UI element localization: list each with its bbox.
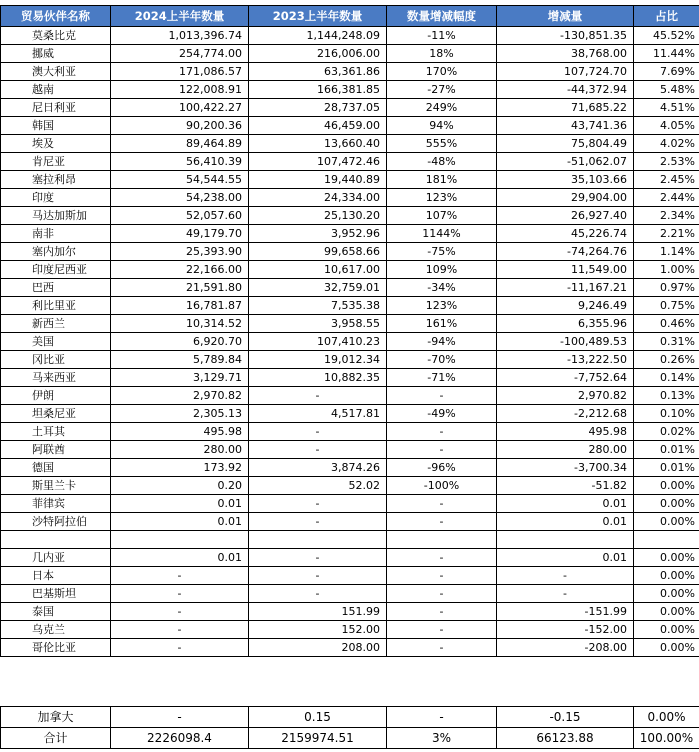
table-row <box>1 225 699 243</box>
change-rate-cell: -48% <box>387 153 497 171</box>
qty-2023-cell: 28,737.05 <box>249 99 387 117</box>
table-row <box>1 63 699 81</box>
share-cell: 7.69% <box>634 63 699 81</box>
change-rate-cell: - <box>387 441 497 459</box>
table-row <box>1 189 699 207</box>
qty-2024-cell: 21,591.80 <box>111 279 249 297</box>
change-amount-cell: -152.00 <box>497 621 634 639</box>
qty-2023-cell: 107,472.46 <box>249 153 387 171</box>
change-rate-cell: - <box>387 585 497 603</box>
partner-name-cell: 泰国 <box>1 603 111 621</box>
qty-2024-cell: 171,086.57 <box>111 63 249 81</box>
qty-2023-cell: 166,381.85 <box>249 81 387 99</box>
qty-2024-cell: - <box>111 567 249 585</box>
share-cell: 0.46% <box>634 315 699 333</box>
qty-2024-cell: - <box>111 603 249 621</box>
partner-name-cell: 冈比亚 <box>1 351 111 369</box>
table-row <box>1 153 699 171</box>
change-rate-cell: 18% <box>387 45 497 63</box>
partner-name-cell: 沙特阿拉伯 <box>1 513 111 531</box>
qty-2024-cell: 54,238.00 <box>111 189 249 207</box>
qty-2023-cell: 3,952.96 <box>249 225 387 243</box>
change-amount-cell: 107,724.70 <box>497 63 634 81</box>
qty-2023-cell: - <box>249 567 387 585</box>
share-cell: 45.52% <box>634 27 699 45</box>
table-row <box>1 477 699 495</box>
qty-2023-cell: 10,617.00 <box>249 261 387 279</box>
partner-name-cell: 塞内加尔 <box>1 243 111 261</box>
partner-name-cell: 加拿大 <box>1 707 111 728</box>
table-row <box>1 171 699 189</box>
partner-name-cell: 马达加斯加 <box>1 207 111 225</box>
share-cell: 0.10% <box>634 405 699 423</box>
change-rate-cell: -27% <box>387 81 497 99</box>
qty-2024-cell: 2,970.82 <box>111 387 249 405</box>
change-rate-cell: - <box>387 639 497 657</box>
change-amount-cell: -74,264.76 <box>497 243 634 261</box>
change-rate-cell: - <box>387 603 497 621</box>
change-amount-cell: 6,355.96 <box>497 315 634 333</box>
partner-name-cell: 伊朗 <box>1 387 111 405</box>
qty-2024-cell: - <box>111 639 249 657</box>
qty-2024-cell: 54,544.55 <box>111 171 249 189</box>
qty-2024-cell: 100,422.27 <box>111 99 249 117</box>
change-amount-cell: -7,752.64 <box>497 369 634 387</box>
qty-2023-cell: 216,006.00 <box>249 45 387 63</box>
table-row <box>1 243 699 261</box>
share-cell: 0.75% <box>634 297 699 315</box>
section-separator <box>1 531 699 549</box>
partner-name-cell: 利比里亚 <box>1 297 111 315</box>
qty-2024-cell: 495.98 <box>111 423 249 441</box>
change-amount-cell: - <box>497 567 634 585</box>
qty-2024-cell: 25,393.90 <box>111 243 249 261</box>
partner-name-cell: 几内亚 <box>1 549 111 567</box>
qty-2023-cell: 107,410.23 <box>249 333 387 351</box>
change-amount-cell: -151.99 <box>497 603 634 621</box>
partner-name-cell: 菲律宾 <box>1 495 111 513</box>
change-rate-cell: - <box>387 513 497 531</box>
share-cell: 1.00% <box>634 261 699 279</box>
header-2023-h1-qty: 2023上半年数量 <box>249 6 387 27</box>
qty-2024-cell: 0.01 <box>111 513 249 531</box>
change-rate-cell: - <box>387 387 497 405</box>
partner-name-cell: 斯里兰卡 <box>1 477 111 495</box>
share-cell: 0.14% <box>634 369 699 387</box>
change-amount-cell: 0.01 <box>497 513 634 531</box>
summary-table <box>0 706 699 749</box>
change-rate-cell: 109% <box>387 261 497 279</box>
share-cell: 0.00% <box>634 549 699 567</box>
qty-2024-cell: 254,774.00 <box>111 45 249 63</box>
change-rate-cell: 181% <box>387 171 497 189</box>
table-row <box>1 297 699 315</box>
table-row <box>1 405 699 423</box>
table-row <box>1 99 699 117</box>
qty-2023-cell: 152.00 <box>249 621 387 639</box>
change-amount-cell: 66123.88 <box>497 728 634 749</box>
qty-2024-cell: 0.01 <box>111 495 249 513</box>
share-cell: 0.00% <box>634 621 699 639</box>
change-amount-cell: -0.15 <box>497 707 634 728</box>
table-row <box>1 639 699 657</box>
qty-2024-cell: 89,464.89 <box>111 135 249 153</box>
share-cell: 0.26% <box>634 351 699 369</box>
qty-2024-cell: 52,057.60 <box>111 207 249 225</box>
change-rate-cell: 3% <box>387 728 497 749</box>
share-cell: 1.14% <box>634 243 699 261</box>
table-row <box>1 27 699 45</box>
share-cell: 0.01% <box>634 459 699 477</box>
partner-name-cell: 韩国 <box>1 117 111 135</box>
qty-2023-cell: 4,517.81 <box>249 405 387 423</box>
qty-2023-cell: 19,440.89 <box>249 171 387 189</box>
partner-name-cell: 印度 <box>1 189 111 207</box>
change-rate-cell: -70% <box>387 351 497 369</box>
header-partner-name: 贸易伙伴名称 <box>1 6 111 27</box>
change-amount-cell: -3,700.34 <box>497 459 634 477</box>
change-amount-cell: -13,222.50 <box>497 351 634 369</box>
change-amount-cell: - <box>497 585 634 603</box>
qty-2023-cell: 10,882.35 <box>249 369 387 387</box>
table-row <box>1 369 699 387</box>
qty-2024-cell: 0.01 <box>111 549 249 567</box>
table-row <box>1 567 699 585</box>
table-row <box>1 495 699 513</box>
table-row <box>1 45 699 63</box>
share-cell: 4.05% <box>634 117 699 135</box>
qty-2024-cell: 6,920.70 <box>111 333 249 351</box>
summary-row <box>1 707 699 728</box>
change-amount-cell: -51,062.07 <box>497 153 634 171</box>
change-rate-cell: 249% <box>387 99 497 117</box>
change-rate-cell: 123% <box>387 189 497 207</box>
qty-2023-cell: 208.00 <box>249 639 387 657</box>
qty-2024-cell: 49,179.70 <box>111 225 249 243</box>
change-amount-cell: -51.82 <box>497 477 634 495</box>
header-qty-change-rate: 数量增减幅度 <box>387 6 497 27</box>
share-cell: 0.97% <box>634 279 699 297</box>
partner-name-cell: 坦桑尼亚 <box>1 405 111 423</box>
qty-2023-cell: 3,958.55 <box>249 315 387 333</box>
change-amount-cell: -100,489.53 <box>497 333 634 351</box>
qty-2023-cell: - <box>249 387 387 405</box>
table-row <box>1 207 699 225</box>
partner-name-cell: 德国 <box>1 459 111 477</box>
qty-2023-cell: 32,759.01 <box>249 279 387 297</box>
change-rate-cell: - <box>387 567 497 585</box>
header-2024-h1-qty: 2024上半年数量 <box>111 6 249 27</box>
change-rate-cell: 107% <box>387 207 497 225</box>
share-cell: 0.00% <box>634 477 699 495</box>
table-row <box>1 585 699 603</box>
trade-partner-table <box>0 5 699 657</box>
change-rate-cell: 1144% <box>387 225 497 243</box>
share-cell: 11.44% <box>634 45 699 63</box>
share-cell: 0.13% <box>634 387 699 405</box>
change-rate-cell: -71% <box>387 369 497 387</box>
table-row <box>1 459 699 477</box>
qty-2023-cell: 13,660.40 <box>249 135 387 153</box>
table-row <box>1 117 699 135</box>
partner-name-cell: 埃及 <box>1 135 111 153</box>
change-rate-cell: -11% <box>387 27 497 45</box>
change-rate-cell: - <box>387 549 497 567</box>
header-share: 占比 <box>634 6 699 27</box>
qty-2023-cell: 2159974.51 <box>249 728 387 749</box>
qty-2023-cell: - <box>249 549 387 567</box>
share-cell: 0.00% <box>634 639 699 657</box>
share-cell: 0.00% <box>634 707 699 728</box>
change-rate-cell: -49% <box>387 405 497 423</box>
partner-name-cell: 土耳其 <box>1 423 111 441</box>
partner-name-cell: 挪威 <box>1 45 111 63</box>
table-row <box>1 135 699 153</box>
change-rate-cell: -34% <box>387 279 497 297</box>
change-rate-cell: 555% <box>387 135 497 153</box>
partner-name-cell: 巴西 <box>1 279 111 297</box>
share-cell: 2.53% <box>634 153 699 171</box>
partner-name-cell: 越南 <box>1 81 111 99</box>
qty-2024-cell: 2226098.4 <box>111 728 249 749</box>
qty-2023-cell: 24,334.00 <box>249 189 387 207</box>
table-row <box>1 441 699 459</box>
partner-name-cell: 印度尼西亚 <box>1 261 111 279</box>
qty-2024-cell: 0.20 <box>111 477 249 495</box>
table-header-row <box>1 6 699 27</box>
change-rate-cell: - <box>387 621 497 639</box>
partner-name-cell: 塞拉利昂 <box>1 171 111 189</box>
qty-2024-cell: - <box>111 707 249 728</box>
qty-2024-cell: 1,013,396.74 <box>111 27 249 45</box>
share-cell: 2.44% <box>634 189 699 207</box>
change-amount-cell: 71,685.22 <box>497 99 634 117</box>
table-row <box>1 603 699 621</box>
share-cell: 0.00% <box>634 585 699 603</box>
change-rate-cell: - <box>387 707 497 728</box>
share-cell: 5.48% <box>634 81 699 99</box>
qty-2024-cell: 22,166.00 <box>111 261 249 279</box>
partner-name-cell: 美国 <box>1 333 111 351</box>
change-amount-cell: 9,246.49 <box>497 297 634 315</box>
change-rate-cell: - <box>387 495 497 513</box>
qty-2024-cell: 173.92 <box>111 459 249 477</box>
share-cell: 2.45% <box>634 171 699 189</box>
qty-2023-cell: 46,459.00 <box>249 117 387 135</box>
change-amount-cell: 35,103.66 <box>497 171 634 189</box>
share-cell: 0.00% <box>634 513 699 531</box>
qty-2024-cell: 5,789.84 <box>111 351 249 369</box>
qty-2023-cell: 99,658.66 <box>249 243 387 261</box>
share-cell: 0.00% <box>634 603 699 621</box>
qty-2023-cell: 19,012.34 <box>249 351 387 369</box>
share-cell: 2.21% <box>634 225 699 243</box>
table-row <box>1 315 699 333</box>
qty-2023-cell: - <box>249 495 387 513</box>
qty-2023-cell: - <box>249 441 387 459</box>
change-amount-cell: 38,768.00 <box>497 45 634 63</box>
partner-name-cell: 哥伦比亚 <box>1 639 111 657</box>
qty-2024-cell: 10,314.52 <box>111 315 249 333</box>
qty-2023-cell: - <box>249 513 387 531</box>
qty-2023-cell: 63,361.86 <box>249 63 387 81</box>
partner-name-cell: 合计 <box>1 728 111 749</box>
change-rate-cell: 161% <box>387 315 497 333</box>
qty-2023-cell: 151.99 <box>249 603 387 621</box>
table-row <box>1 81 699 99</box>
table-row <box>1 513 699 531</box>
qty-2023-cell: 1,144,248.09 <box>249 27 387 45</box>
change-amount-cell: -130,851.35 <box>497 27 634 45</box>
qty-2024-cell: 3,129.71 <box>111 369 249 387</box>
change-amount-cell: 29,904.00 <box>497 189 634 207</box>
table-row <box>1 549 699 567</box>
change-amount-cell: 2,970.82 <box>497 387 634 405</box>
share-cell: 4.02% <box>634 135 699 153</box>
change-rate-cell: -96% <box>387 459 497 477</box>
table-row <box>1 333 699 351</box>
partner-name-cell: 巴基斯坦 <box>1 585 111 603</box>
table-row <box>1 261 699 279</box>
partner-name-cell: 澳大利亚 <box>1 63 111 81</box>
partner-name-cell: 尼日利亚 <box>1 99 111 117</box>
change-amount-cell: 495.98 <box>497 423 634 441</box>
partner-name-cell: 阿联酋 <box>1 441 111 459</box>
share-cell: 4.51% <box>634 99 699 117</box>
partner-name-cell: 日本 <box>1 567 111 585</box>
change-amount-cell: 75,804.49 <box>497 135 634 153</box>
qty-2024-cell: 122,008.91 <box>111 81 249 99</box>
share-cell: 0.00% <box>634 495 699 513</box>
qty-2024-cell: 16,781.87 <box>111 297 249 315</box>
qty-2023-cell: - <box>249 585 387 603</box>
change-rate-cell: - <box>387 423 497 441</box>
share-cell: 2.34% <box>634 207 699 225</box>
qty-2024-cell: 2,305.13 <box>111 405 249 423</box>
change-amount-cell: -11,167.21 <box>497 279 634 297</box>
partner-name-cell: 马来西亚 <box>1 369 111 387</box>
qty-2023-cell: 52.02 <box>249 477 387 495</box>
table-row <box>1 279 699 297</box>
change-amount-cell: -208.00 <box>497 639 634 657</box>
change-rate-cell: -94% <box>387 333 497 351</box>
header-change-amount: 增减量 <box>497 6 634 27</box>
table-row <box>1 387 699 405</box>
table-row <box>1 351 699 369</box>
change-rate-cell: 94% <box>387 117 497 135</box>
change-amount-cell: 0.01 <box>497 549 634 567</box>
change-rate-cell: 123% <box>387 297 497 315</box>
change-rate-cell: 170% <box>387 63 497 81</box>
qty-2024-cell: 280.00 <box>111 441 249 459</box>
qty-2023-cell: 3,874.26 <box>249 459 387 477</box>
qty-2023-cell: - <box>249 423 387 441</box>
partner-name-cell: 肯尼亚 <box>1 153 111 171</box>
summary-row <box>1 728 699 749</box>
partner-name-cell: 南非 <box>1 225 111 243</box>
partner-name-cell: 新西兰 <box>1 315 111 333</box>
change-amount-cell: 43,741.36 <box>497 117 634 135</box>
qty-2023-cell: 25,130.20 <box>249 207 387 225</box>
change-rate-cell: -100% <box>387 477 497 495</box>
change-amount-cell: 11,549.00 <box>497 261 634 279</box>
qty-2023-cell: 7,535.38 <box>249 297 387 315</box>
qty-2024-cell: - <box>111 621 249 639</box>
share-cell: 0.00% <box>634 567 699 585</box>
table-row <box>1 423 699 441</box>
qty-2023-cell: 0.15 <box>249 707 387 728</box>
partner-name-cell: 乌克兰 <box>1 621 111 639</box>
change-rate-cell: -75% <box>387 243 497 261</box>
change-amount-cell: 280.00 <box>497 441 634 459</box>
change-amount-cell: -2,212.68 <box>497 405 634 423</box>
qty-2024-cell: - <box>111 585 249 603</box>
share-cell: 100.00% <box>634 728 699 749</box>
table-row <box>1 621 699 639</box>
share-cell: 0.02% <box>634 423 699 441</box>
partner-name-cell: 莫桑比克 <box>1 27 111 45</box>
change-amount-cell: 0.01 <box>497 495 634 513</box>
share-cell: 0.01% <box>634 441 699 459</box>
qty-2024-cell: 90,200.36 <box>111 117 249 135</box>
change-amount-cell: -44,372.94 <box>497 81 634 99</box>
change-amount-cell: 45,226.74 <box>497 225 634 243</box>
change-amount-cell: 26,927.40 <box>497 207 634 225</box>
qty-2024-cell: 56,410.39 <box>111 153 249 171</box>
share-cell: 0.31% <box>634 333 699 351</box>
